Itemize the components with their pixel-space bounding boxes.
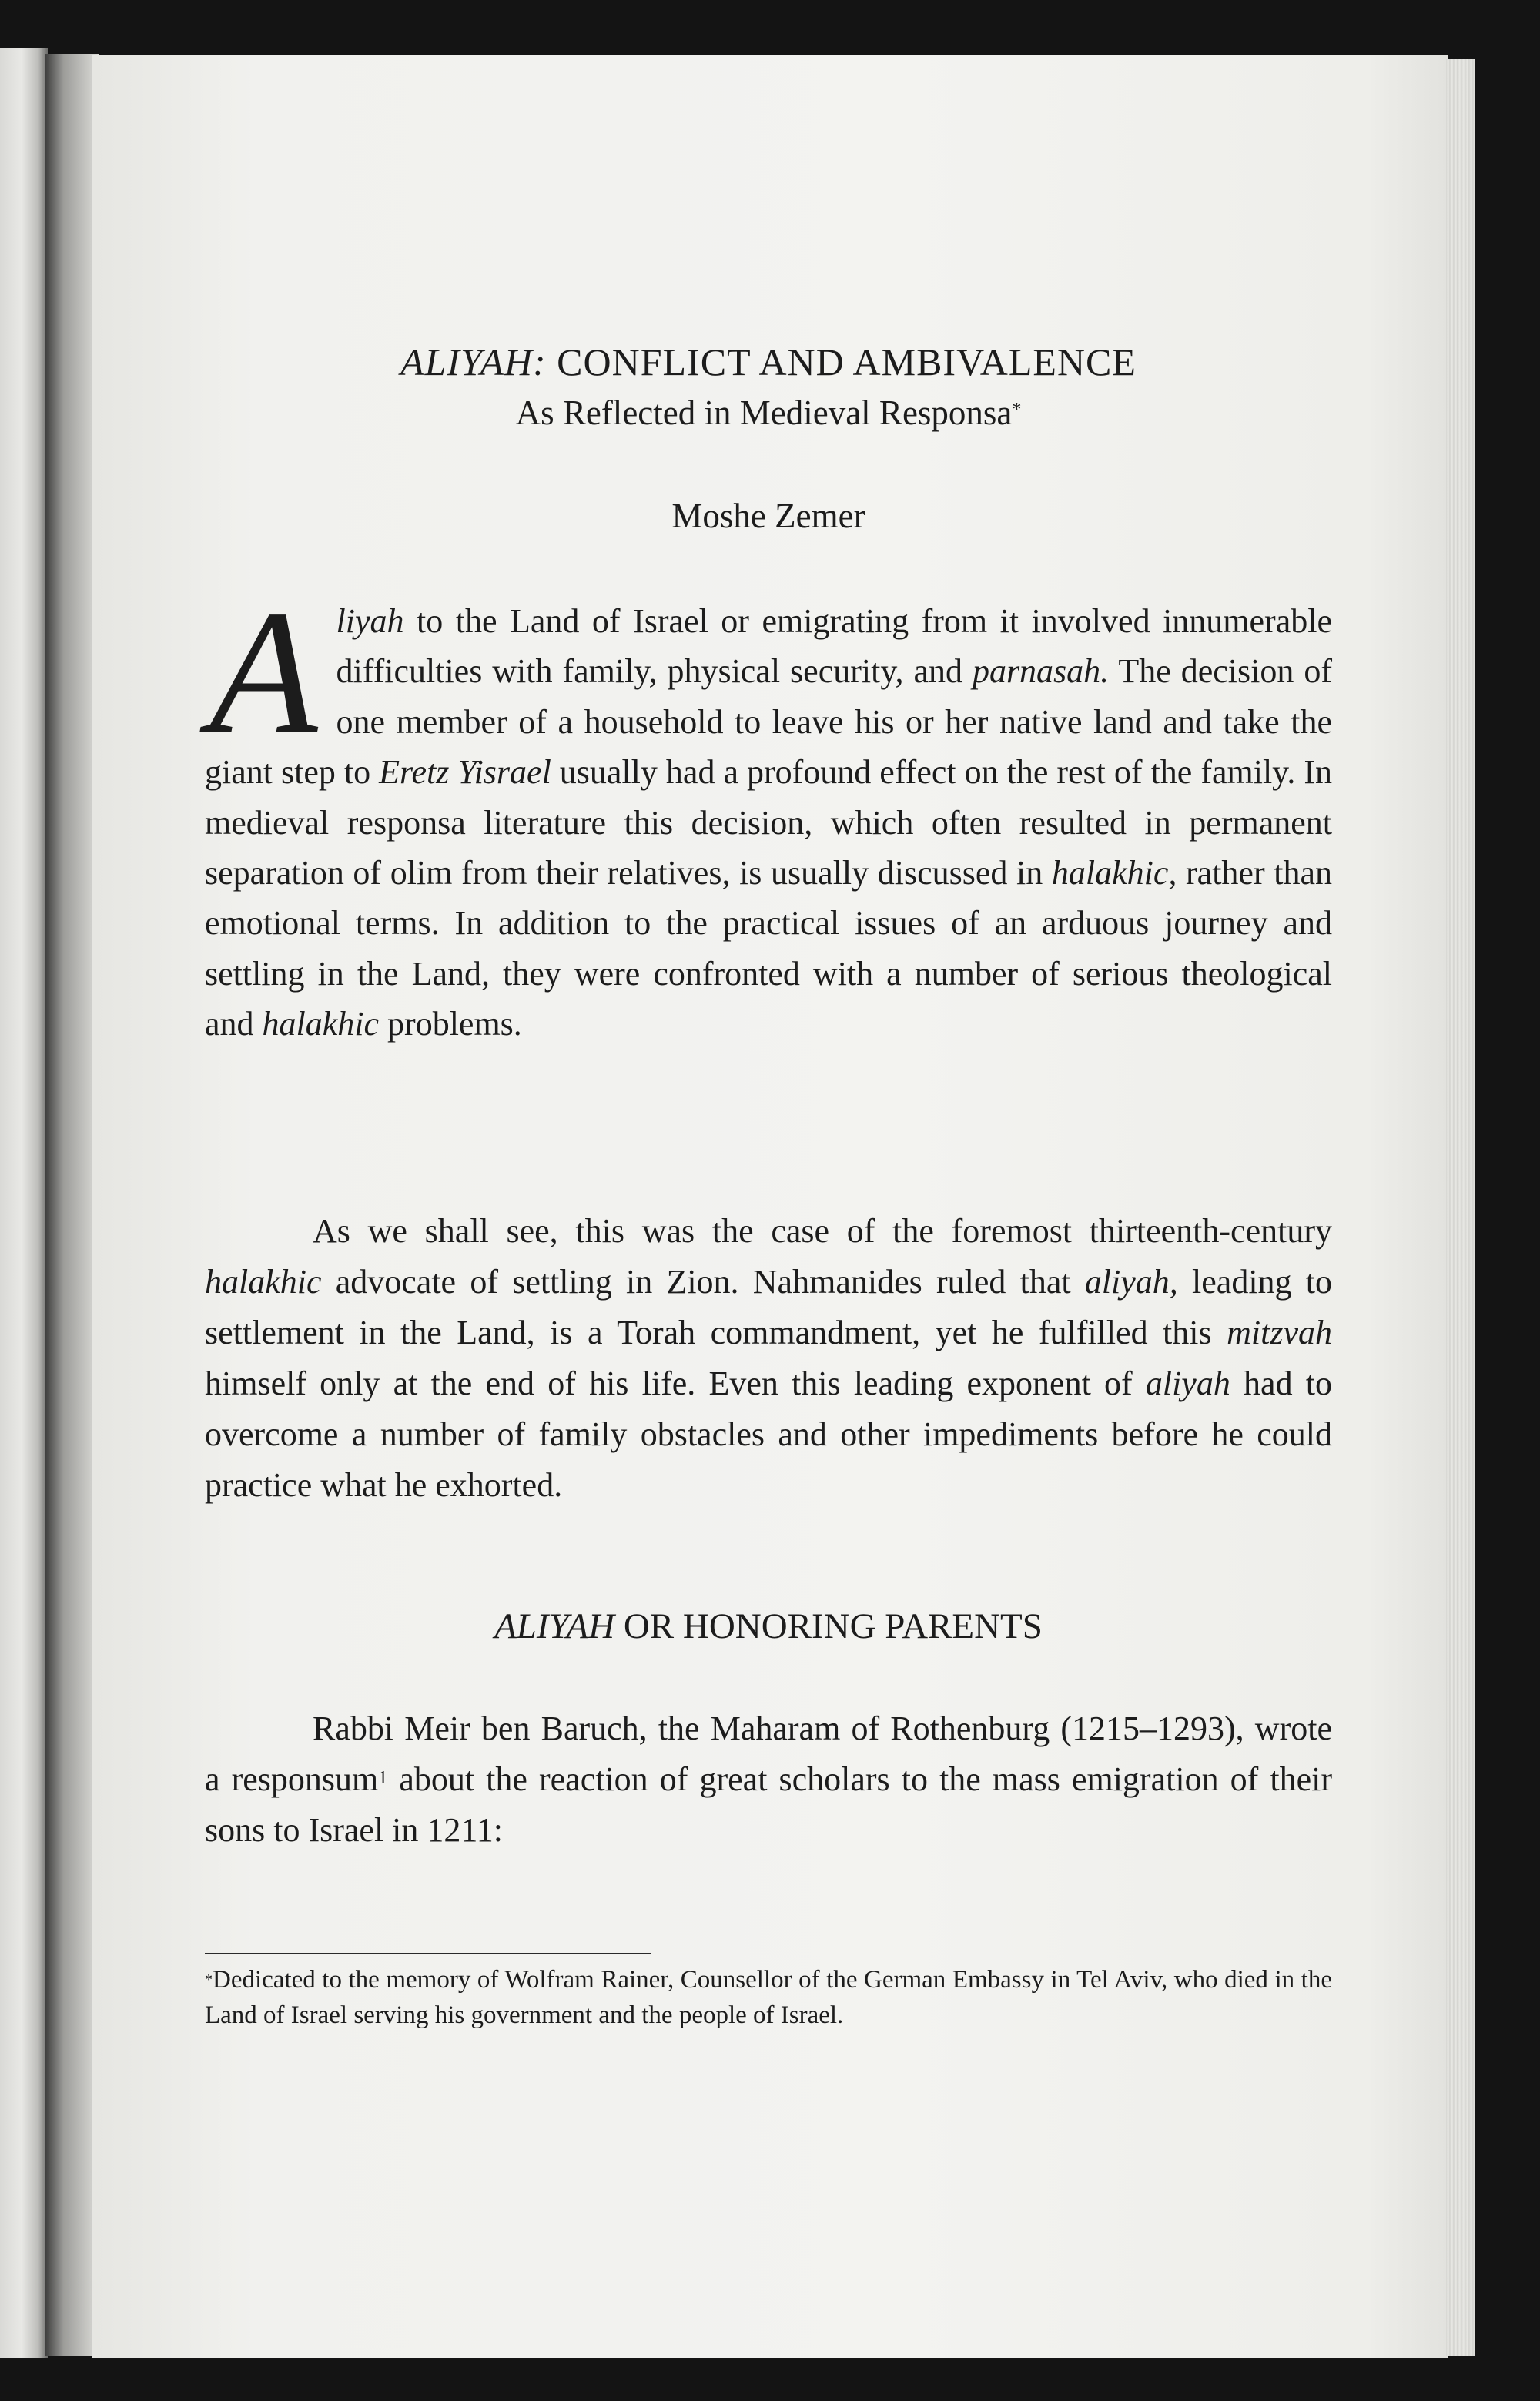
p2-text-4: himself only at the end of his life. Even this leading exponent of	[205, 1365, 1146, 1402]
intro-text-4: rather than emotional terms. In addition to the practical issues of an arduous journey and settling in the Land, they were confronted with a number of serious theological and	[205, 854, 1332, 1043]
paragraph-maharam	[205, 1703, 1332, 1856]
p2-text-5: had to overcome a number of family obstacles and other impediments before he could practice what he exhorted.	[205, 1365, 1332, 1504]
chapter-title	[205, 339, 1332, 385]
p2-text-3: leading to settlement in the Land, is a Torah commandment, yet he fulfilled this	[205, 1263, 1332, 1351]
intro-text-3: usually had a profound effect on the rest of the family. In medieval responsa literature this decision, which often resulted in permanent separation of olim from their relatives, is usually discussed in	[205, 753, 1332, 892]
section-heading	[205, 1603, 1332, 1649]
footnote-text: Dedicated to the memory of Wolfram Rainer, Counsellor of the German Embassy in Tel Aviv, who died in the Land of Israel serving his government and the people of Israel.	[205, 1966, 1332, 2029]
p3-footnote-ref: 1	[378, 1768, 388, 1788]
p2-italic-aliyah-2: aliyah	[1145, 1365, 1230, 1402]
chapter-title-lead: ALIYAH:	[400, 340, 547, 383]
intro-paragraph	[205, 574, 1332, 1050]
p2-italic-aliyah-1: aliyah,	[1084, 1263, 1178, 1301]
p3-text-1: Rabbi Meir ben Baruch, the Maharam of Rothenburg (1215–1293), wrote a responsum	[205, 1709, 1332, 1798]
p2-text-1: As we shall see, this was the case of the foremost thirteenth-century	[313, 1212, 1332, 1250]
intro-text-1: to the Land of Israel or emigrating from it involved innumerable difficulties with family, physical security, and	[336, 602, 1332, 691]
paragraph-nahmanides	[205, 1206, 1332, 1511]
page-stack-edge	[1446, 59, 1475, 2356]
section-heading-rest: OR HONORING PARENTS	[623, 1606, 1043, 1646]
subtitle-footnote-mark: *	[1012, 400, 1022, 420]
book-page	[92, 55, 1448, 2358]
chapter-title-rest: CONFLICT AND AMBIVALENCE	[557, 340, 1137, 383]
subtitle-text: As Reflected in Medieval Responsa	[515, 393, 1013, 432]
footnote	[205, 1962, 1332, 2033]
author-name: Moshe Zemer	[671, 497, 865, 535]
intro-text-5: problems.	[379, 1005, 522, 1043]
p2-text-2: advocate of settling in Zion. Nahmanides ruled that	[321, 1263, 1085, 1301]
left-page-edge	[0, 48, 48, 2358]
intro-italic-halakhic-1: halakhic,	[1051, 854, 1177, 892]
intro-text-2: The decision of one member of a household to leave his or her native land and take the giant step to	[205, 652, 1332, 792]
drop-cap: A	[209, 574, 318, 770]
section-heading-lead: ALIYAH	[494, 1606, 615, 1646]
p2-italic-mitzvah: mitzvah	[1227, 1314, 1332, 1351]
intro-italic-parnasah: parnasah.	[972, 652, 1110, 691]
footnote-mark: *	[205, 1971, 213, 1988]
p2-italic-halakhic: halakhic	[205, 1263, 322, 1301]
intro-italic-eretz: Eretz Yisrael	[379, 753, 551, 792]
footnote-divider	[205, 1953, 651, 1954]
chapter-subtitle	[205, 391, 1332, 434]
p3-text-2: about the reaction of great scholars to the mass emigration of their sons to Israel in 1211:	[205, 1760, 1332, 1849]
intro-italic-liyah: liyah	[336, 602, 404, 640]
intro-italic-halakhic-2: halakhic	[262, 1005, 380, 1043]
book-gutter	[45, 54, 99, 2356]
